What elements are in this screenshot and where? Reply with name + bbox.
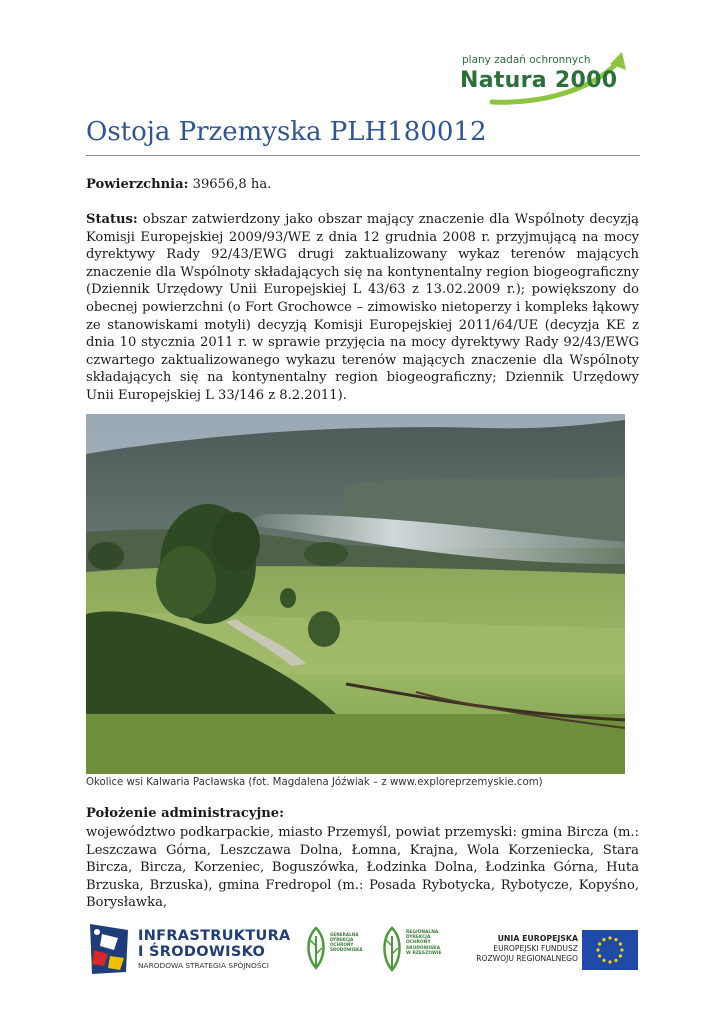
admin-paragraph: województwo podkarpackie, miasto Przemyśl, powiat przemyski: gmina Bircza (m.: Leszczawa Górna, Leszczawa Dolna, Łomna, Krajna, Wola Korzeniecka, Stara Bircza, Bircza, Korzeniec, Boguszówka, Łodzinka Dolna, Łodzinka Górna, Huta Brzuska, Brzuska), gmina Fredropol (m.: Posada Rybotycka, Rybotycze, Kopyśno, Borysławka, xyxy=(86,825,639,911)
status-text: obszar zatwierdzony jako obszar mający znaczenie dla Wspólnoty decyzją Komisji Europejskiej 2009/93/WE z dnia 12 grudnia 2008 r. przyjmującą na mocy dyrektywy Rady 92/43/EWG drugi zaktualizowany wykaz terenów mających znaczenie dla Wspólnoty składających się na kontynentalny region biogeograficzny (Dziennik Urzędowy Unii Europejskiej L 43/63 z 13.02.2009 r.); powiększony do obecnej powierzchni (o Fort Grochowce – zimowisko nietoperzy i kompleks łąkowy ze stanowiskami motyli) decyzją Komisji Europejskiej 2011/64/UE (decyzja KE z dnia 10 stycznia 2011 r. w sprawie przyjęcia na mocy dyrektywy Rady 92/43/EWG czwartego zaktualizowanego wykazu terenów mających znaczenie dla Wspólnoty składających się na kontynentalny region biogeograficzny; Dziennik Urzędowy Unii Europejskiej L 33/146 z 8.2.2011). xyxy=(86,212,639,403)
rdos-leaf-icon xyxy=(380,926,404,972)
admin-heading: Położenie administracyjne: xyxy=(86,806,284,821)
area-paragraph xyxy=(86,176,639,194)
area-value: 39656,8 ha. xyxy=(188,177,272,192)
infrastruktura-line1: INFRASTRUKTURA xyxy=(138,928,291,944)
gdos-leaf-icon xyxy=(304,926,328,970)
eu-star-icon xyxy=(596,948,599,951)
eu-line3: ROZWOJU REGIONALNEGO xyxy=(476,954,578,963)
rdos-line: REGIONALNA xyxy=(406,930,439,935)
natura-2000-logo xyxy=(452,46,634,108)
rdos-text xyxy=(406,930,442,956)
infrastruktura-logo-text xyxy=(138,928,291,972)
gdos-line: DYREKCJA xyxy=(330,937,354,942)
eu-logo-text xyxy=(468,934,578,964)
infrastruktura-line3: NARODOWA STRATEGIA SPÓJNOŚCI xyxy=(138,961,269,970)
eu-star-icon xyxy=(598,942,601,945)
rdos-logo xyxy=(380,926,460,976)
eu-line2: EUROPEJSKI FUNDUSZ xyxy=(493,944,578,953)
eu-line1: UNIA EUROPEJSKA xyxy=(497,934,578,943)
page-title: Ostoja Przemyska PLH180012 xyxy=(86,117,487,147)
title-divider xyxy=(86,155,640,156)
landscape-photo xyxy=(86,414,625,774)
eu-star-icon xyxy=(614,938,617,941)
infrastruktura-flag-icon xyxy=(88,920,132,976)
eu-star-icon xyxy=(598,954,601,957)
eu-star-icon xyxy=(619,954,622,957)
eu-star-icon xyxy=(614,959,617,962)
infrastruktura-line2: I ŚRODOWISKO xyxy=(138,944,266,960)
photo-caption: Okolice wsi Kalwaria Pacławska (fot. Magdalena Jóźwiak – z www.exploreprzemyskie.com) xyxy=(86,777,543,788)
eu-flag-icon xyxy=(582,930,638,970)
gdos-line: OCHRONY xyxy=(330,942,354,947)
landscape-photo-image xyxy=(86,414,625,774)
status-label: Status: xyxy=(86,212,138,227)
eu-star-icon xyxy=(602,959,605,962)
gdos-logo xyxy=(304,926,376,974)
natura-logo-subtitle: plany zadań ochronnych xyxy=(462,54,591,66)
eu-star-icon xyxy=(620,948,623,951)
eu-star-icon xyxy=(608,936,611,939)
area-label: Powierzchnia: xyxy=(86,177,189,192)
rdos-line: OCHRONY xyxy=(406,940,431,946)
natura-logo-title: Natura 2000 xyxy=(460,68,618,93)
rdos-line: DYREKCJA xyxy=(406,935,431,941)
rdos-line: ŚRODOWISKA xyxy=(406,945,441,951)
gdos-line: ŚRODOWISKA xyxy=(330,947,363,952)
eu-star-icon xyxy=(619,942,622,945)
status-paragraph xyxy=(86,211,639,405)
rdos-line: W RZESZOWIE xyxy=(406,950,442,956)
footer-logos xyxy=(86,918,640,980)
gdos-text xyxy=(330,932,363,952)
gdos-line: GENERALNA xyxy=(330,932,359,937)
eu-star-icon xyxy=(608,960,611,963)
eu-star-icon xyxy=(602,938,605,941)
